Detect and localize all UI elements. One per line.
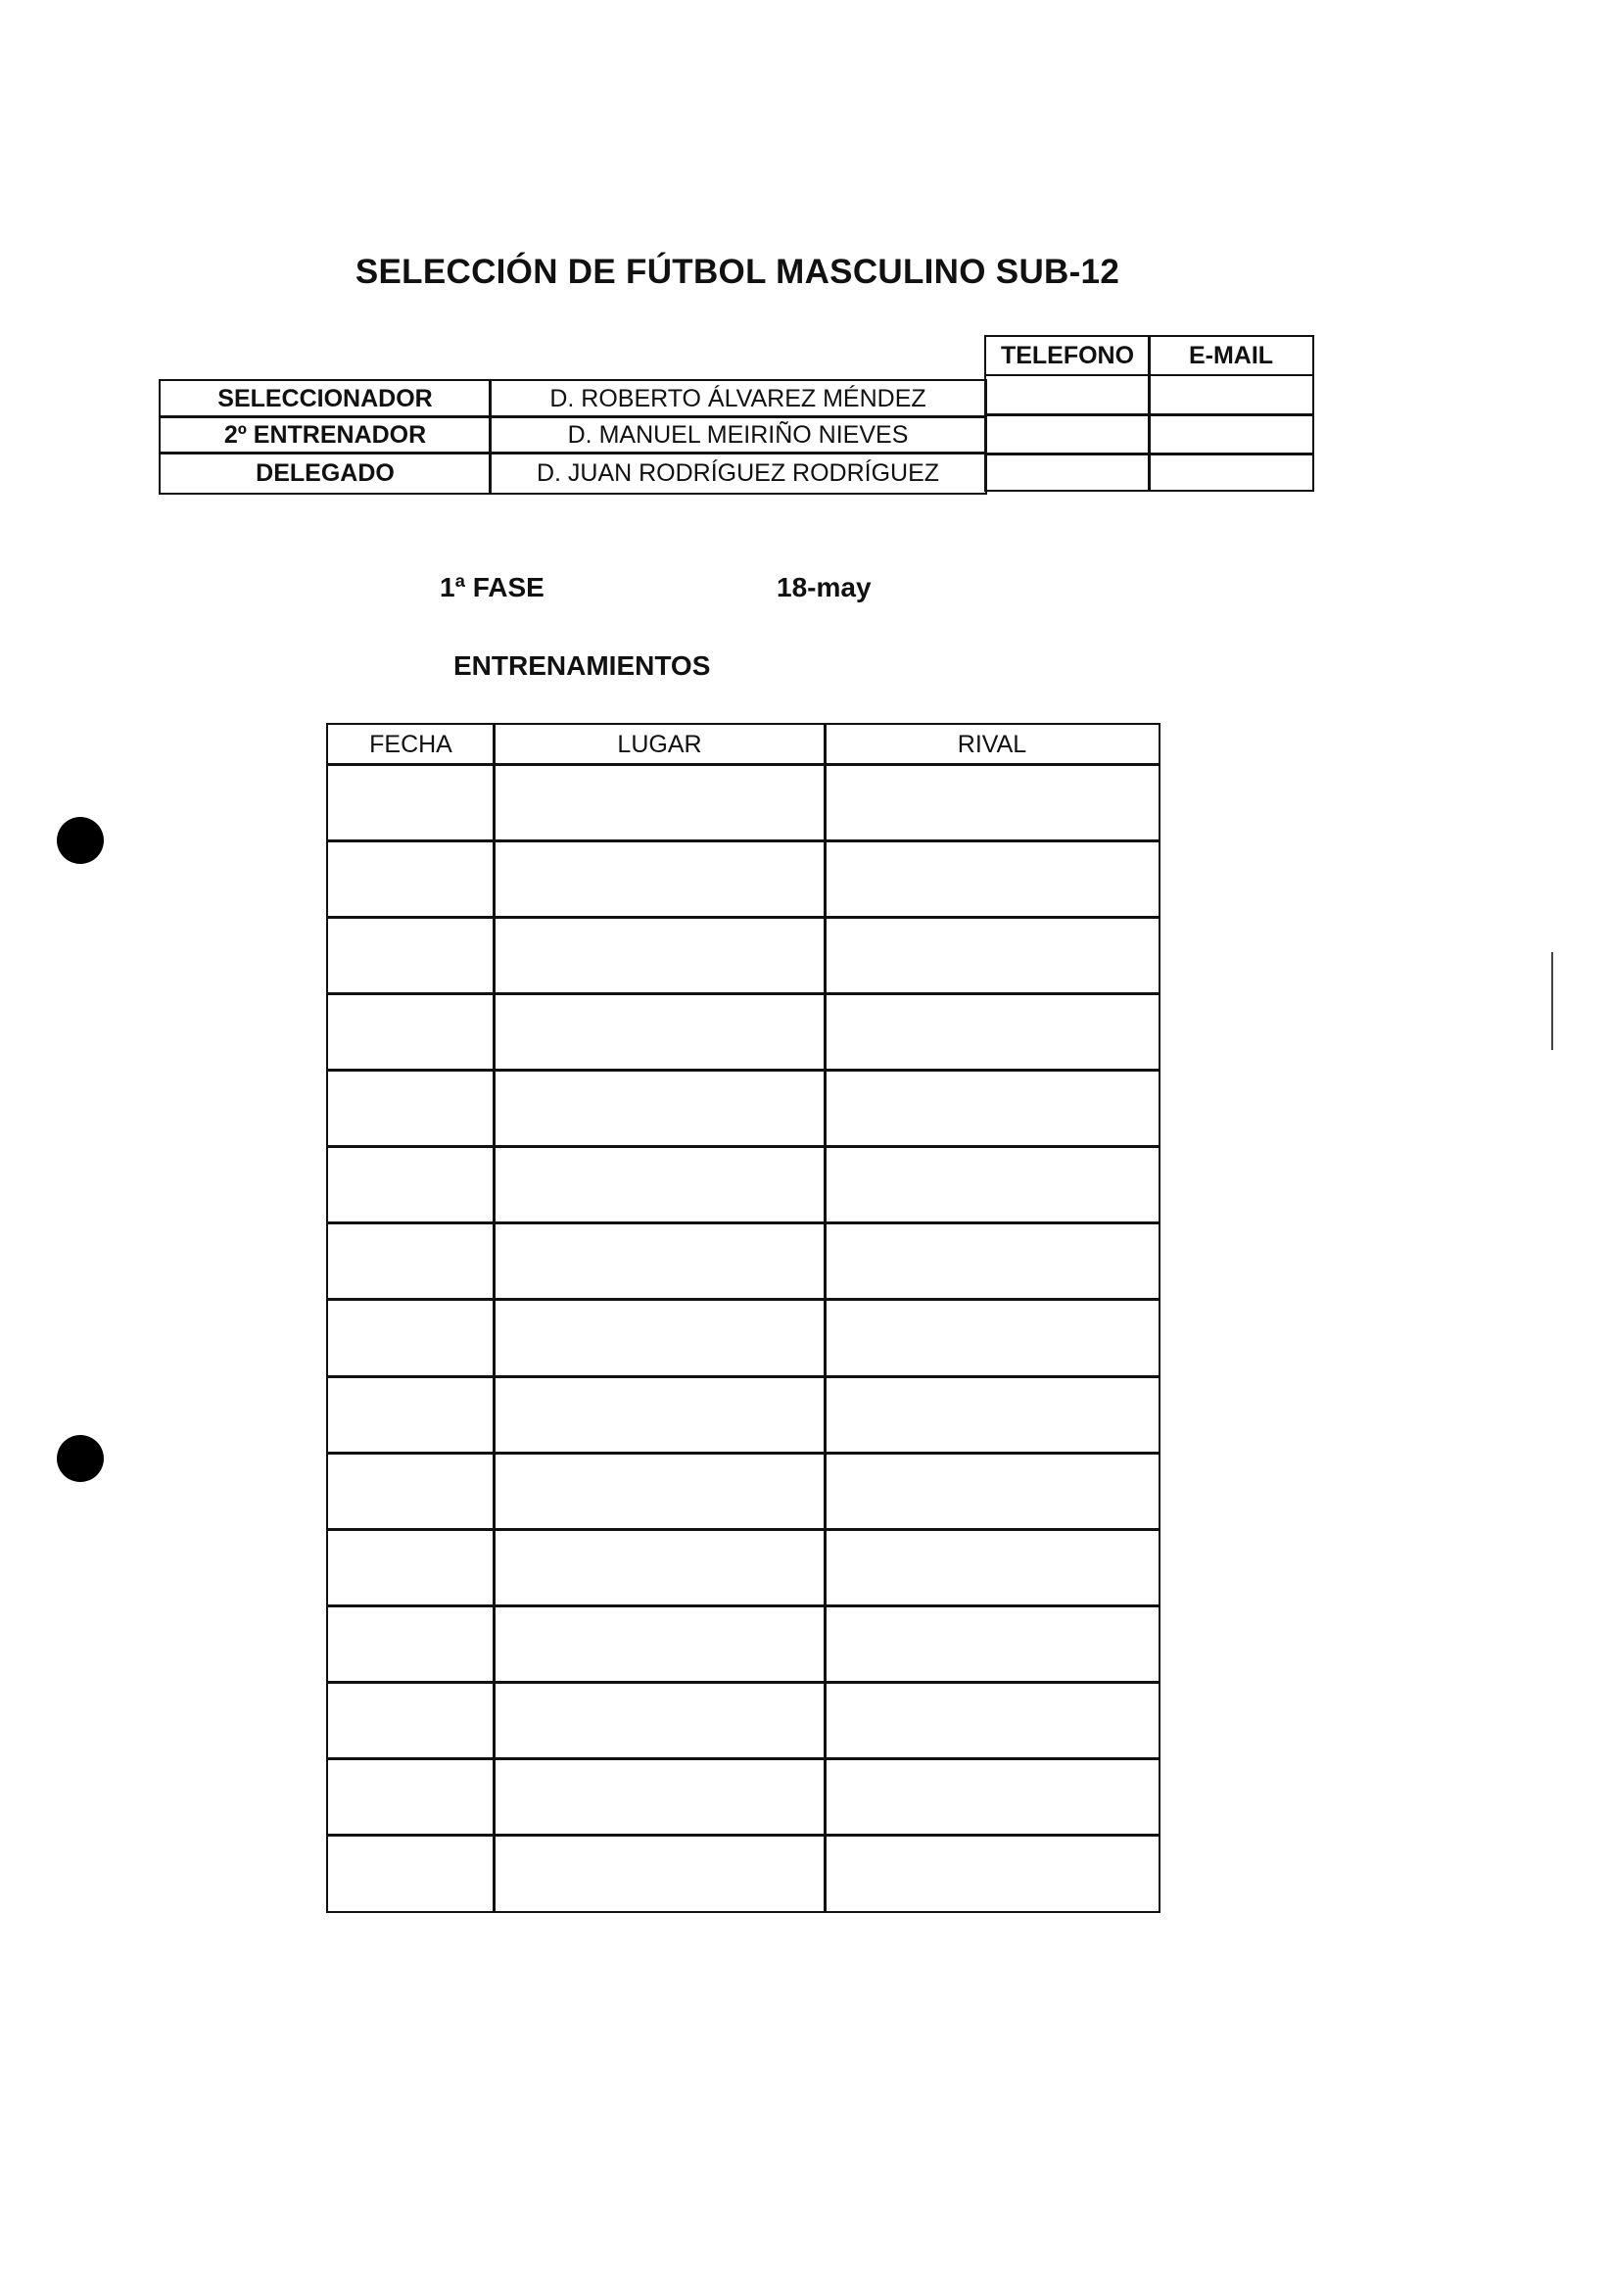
staff-name-cell: D. ROBERTO ÁLVAREZ MÉNDEZ [489, 379, 987, 418]
table-cell [326, 763, 496, 842]
table-cell [824, 1834, 1160, 1913]
table-cell [824, 1452, 1160, 1531]
table-cell [326, 992, 496, 1072]
scan-mark [1551, 952, 1553, 1050]
punch-hole-top [57, 817, 104, 864]
phone-column-header: TELEFONO [984, 335, 1151, 376]
fecha-column-header: FECHA [326, 723, 496, 766]
staff-name-cell: D. JUAN RODRÍGUEZ RODRÍGUEZ [489, 452, 987, 495]
table-cell [493, 1834, 827, 1913]
staff-phone-cell [984, 453, 1151, 492]
punch-hole-bottom [57, 1435, 104, 1482]
table-cell [493, 916, 827, 995]
table-cell [493, 1298, 827, 1377]
table-cell [326, 916, 496, 995]
email-column-header: E-MAIL [1148, 335, 1314, 376]
table-cell [326, 1757, 496, 1837]
table-cell [326, 1528, 496, 1607]
table-cell [493, 1604, 827, 1684]
table-cell [824, 1375, 1160, 1455]
page-title: SELECCIÓN DE FÚTBOL MASCULINO SUB-12 [355, 253, 1120, 291]
table-cell [493, 839, 827, 919]
table-cell [824, 1604, 1160, 1684]
lugar-column-header: LUGAR [493, 723, 827, 766]
table-cell [824, 1069, 1160, 1148]
table-cell [493, 763, 827, 842]
table-cell [493, 1069, 827, 1148]
table-cell [326, 1604, 496, 1684]
table-cell [493, 1145, 827, 1224]
table-cell [824, 1298, 1160, 1377]
table-cell [493, 1757, 827, 1837]
table-cell [824, 763, 1160, 842]
table-cell [326, 1069, 496, 1148]
table-cell [493, 1681, 827, 1760]
table-cell [326, 839, 496, 919]
table-cell [493, 1221, 827, 1301]
table-cell [493, 1528, 827, 1607]
phase-label: 1ª FASE [440, 572, 545, 602]
table-cell [824, 1681, 1160, 1760]
table-cell [824, 1757, 1160, 1837]
staff-role-cell: 2º ENTRENADOR [159, 415, 492, 454]
staff-phone-cell [984, 413, 1151, 455]
table-cell [326, 1221, 496, 1301]
training-table [326, 723, 1160, 1910]
rival-column-header: RIVAL [824, 723, 1160, 766]
table-cell [824, 916, 1160, 995]
table-cell [326, 1681, 496, 1760]
table-cell [824, 1145, 1160, 1224]
staff-phone-cell [984, 374, 1151, 416]
table-cell [824, 839, 1160, 919]
phase-date: 18-may [777, 572, 872, 602]
staff-role-cell: DELEGADO [159, 452, 492, 495]
section-title: ENTRENAMIENTOS [453, 650, 711, 681]
table-cell [824, 1221, 1160, 1301]
staff-table [159, 335, 1314, 497]
table-cell [326, 1298, 496, 1377]
table-cell [326, 1375, 496, 1455]
table-cell [493, 1375, 827, 1455]
table-cell [326, 1145, 496, 1224]
table-cell [824, 1528, 1160, 1607]
table-cell [493, 992, 827, 1072]
table-cell [326, 1452, 496, 1531]
staff-role-cell: SELECCIONADOR [159, 379, 492, 418]
staff-email-cell [1148, 453, 1314, 492]
table-cell [824, 992, 1160, 1072]
staff-email-cell [1148, 413, 1314, 455]
staff-name-cell: D. MANUEL MEIRIÑO NIEVES [489, 415, 987, 454]
staff-email-cell [1148, 374, 1314, 416]
table-cell [493, 1452, 827, 1531]
table-cell [326, 1834, 496, 1913]
